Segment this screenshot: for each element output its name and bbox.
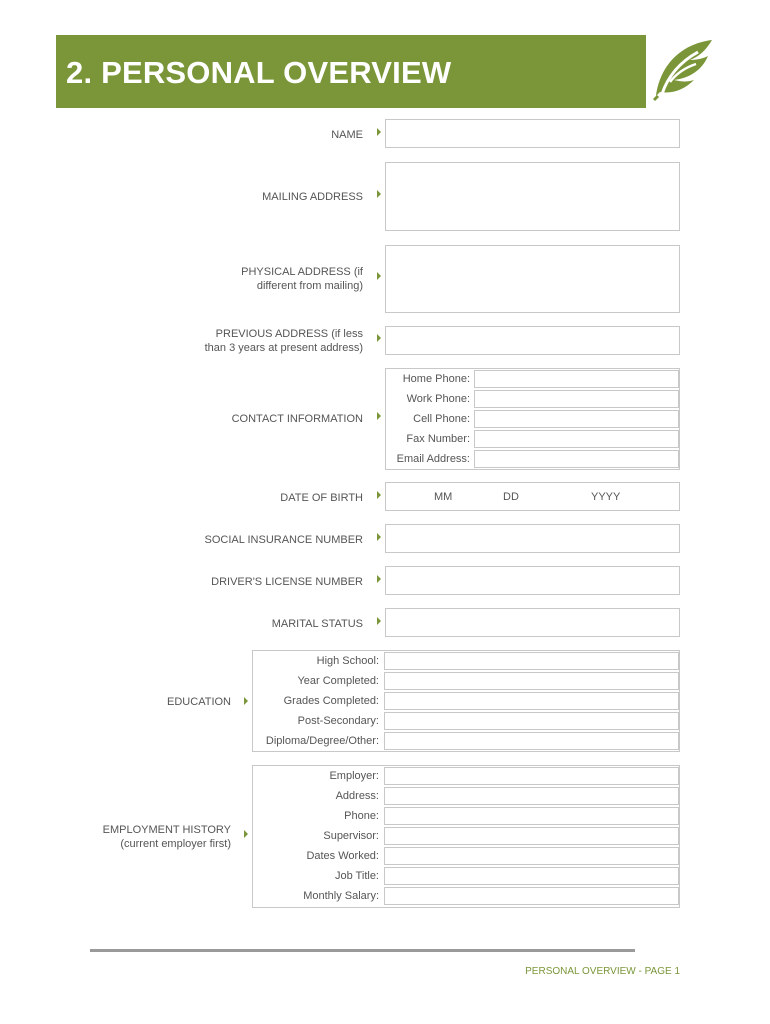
form-row xyxy=(253,826,679,846)
arrow-icon xyxy=(377,128,381,136)
footer-page-label: PERSONAL OVERVIEW - PAGE 1 xyxy=(525,966,680,977)
form-row xyxy=(253,846,679,866)
arrow-icon xyxy=(244,830,248,838)
row-input-field[interactable] xyxy=(474,430,679,448)
row-label: Address: xyxy=(335,790,379,802)
employment-history-grid xyxy=(252,765,680,908)
row-input-field[interactable] xyxy=(474,370,679,388)
form-row xyxy=(386,389,679,409)
form-row xyxy=(386,449,679,469)
arrow-icon xyxy=(244,697,248,705)
row-input-field[interactable] xyxy=(384,867,679,885)
row-input-field[interactable] xyxy=(384,692,679,710)
form-row xyxy=(253,691,679,711)
row-label: Fax Number: xyxy=(406,433,470,445)
arrow-icon xyxy=(377,491,381,499)
contact-information-label: CONTACT INFORMATION xyxy=(231,413,363,425)
row-input-field[interactable] xyxy=(384,807,679,825)
row-input-field[interactable] xyxy=(474,410,679,428)
education-grid xyxy=(252,650,680,752)
name-label: NAME xyxy=(331,129,363,141)
arrow-icon xyxy=(377,575,381,583)
date-of-birth-label: DATE OF BIRTH xyxy=(280,492,363,504)
physical-address-label xyxy=(241,265,363,293)
drivers-license-label: DRIVER'S LICENSE NUMBER xyxy=(211,576,363,588)
form-row xyxy=(386,409,679,429)
previous-address-label-line2: than 3 years at present address) xyxy=(204,342,363,354)
date-of-birth-field[interactable] xyxy=(385,482,680,511)
arrow-icon xyxy=(377,533,381,541)
form-row xyxy=(253,886,679,906)
row-input-field[interactable] xyxy=(384,652,679,670)
row-input-field[interactable] xyxy=(384,847,679,865)
employment-history-label-line1: EMPLOYMENT HISTORY xyxy=(102,824,231,836)
arrow-icon xyxy=(377,190,381,198)
drivers-license-field[interactable] xyxy=(385,566,680,595)
arrow-icon xyxy=(377,272,381,280)
row-label: Home Phone: xyxy=(402,373,470,385)
row-input-field[interactable] xyxy=(474,390,679,408)
form-row xyxy=(253,671,679,691)
physical-address-label-line2: different from mailing) xyxy=(256,280,363,292)
row-label: Phone: xyxy=(344,810,379,822)
education-label: EDUCATION xyxy=(167,696,231,708)
row-input-field[interactable] xyxy=(474,450,679,468)
form-row xyxy=(253,651,679,671)
dob-month-placeholder: MM xyxy=(434,491,453,503)
employment-history-label xyxy=(103,823,231,851)
mailing-address-label: MAILING ADDRESS xyxy=(262,191,363,203)
row-input-field[interactable] xyxy=(384,712,679,730)
form-row xyxy=(386,429,679,449)
row-label: Dates Worked: xyxy=(306,850,379,862)
row-input-field[interactable] xyxy=(384,732,679,750)
form-row xyxy=(253,786,679,806)
physical-address-field[interactable] xyxy=(385,245,680,313)
form-row xyxy=(253,731,679,751)
row-label: Work Phone: xyxy=(406,393,470,405)
row-label: Supervisor: xyxy=(323,830,379,842)
mailing-address-field[interactable] xyxy=(385,162,680,231)
leaf-logo-icon xyxy=(650,36,716,102)
row-input-field[interactable] xyxy=(384,827,679,845)
dob-year-placeholder: YYYY xyxy=(591,491,621,503)
row-label: Cell Phone: xyxy=(413,413,470,425)
section-title-bar xyxy=(56,35,646,108)
social-insurance-number-label: SOCIAL INSURANCE NUMBER xyxy=(204,534,363,546)
arrow-icon xyxy=(377,412,381,420)
social-insurance-number-field[interactable] xyxy=(385,524,680,553)
row-label: Year Completed: xyxy=(297,675,379,687)
row-input-field[interactable] xyxy=(384,887,679,905)
dob-day-placeholder: DD xyxy=(503,491,519,503)
form-row xyxy=(253,711,679,731)
form-row xyxy=(253,766,679,786)
row-input-field[interactable] xyxy=(384,672,679,690)
row-label: Employer: xyxy=(329,770,379,782)
name-field[interactable] xyxy=(385,119,680,148)
arrow-icon xyxy=(377,334,381,342)
employment-history-label-line2: (current employer first) xyxy=(120,838,231,850)
form-row xyxy=(253,806,679,826)
form-row xyxy=(253,866,679,886)
arrow-icon xyxy=(377,617,381,625)
page-title: 2. PERSONAL OVERVIEW xyxy=(66,55,452,90)
row-label: High School: xyxy=(316,655,379,667)
physical-address-label-line1: PHYSICAL ADDRESS (if xyxy=(241,266,363,278)
row-label: Email Address: xyxy=(396,453,470,465)
form-row xyxy=(386,369,679,389)
marital-status-label: MARITAL STATUS xyxy=(271,618,363,630)
previous-address-label xyxy=(205,327,363,355)
contact-information-grid xyxy=(385,368,680,470)
marital-status-field[interactable] xyxy=(385,608,680,637)
row-label: Diploma/Degree/Other: xyxy=(265,735,379,747)
row-label: Grades Completed: xyxy=(283,695,379,707)
previous-address-field[interactable] xyxy=(385,326,680,355)
previous-address-label-line1: PREVIOUS ADDRESS (if less xyxy=(215,328,363,340)
row-label: Post-Secondary: xyxy=(297,715,379,727)
row-label: Job Title: xyxy=(334,870,379,882)
footer-divider xyxy=(90,949,635,952)
row-input-field[interactable] xyxy=(384,787,679,805)
row-label: Monthly Salary: xyxy=(303,890,379,902)
row-input-field[interactable] xyxy=(384,767,679,785)
